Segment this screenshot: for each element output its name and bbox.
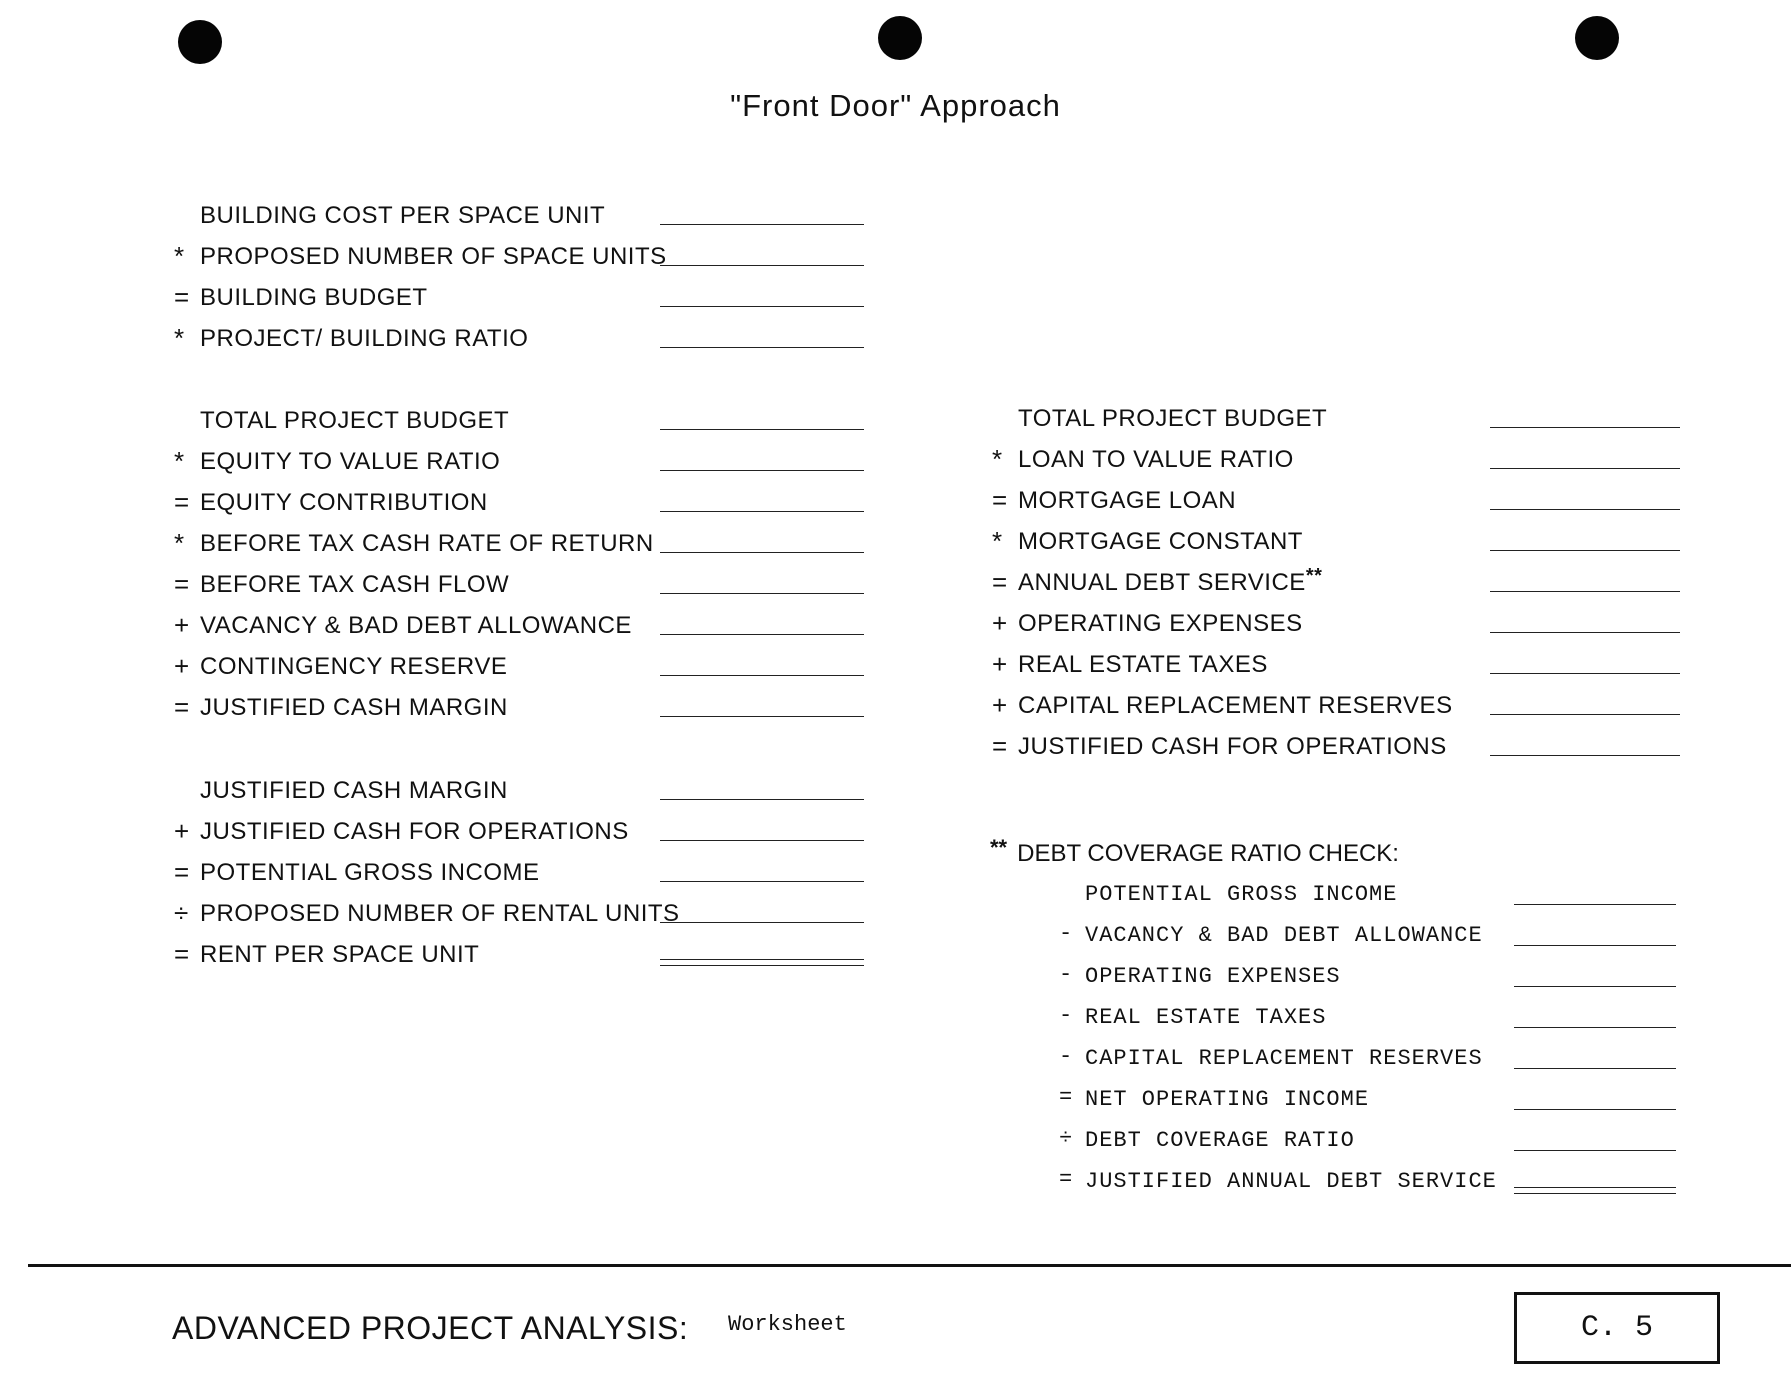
row-label-text: BEFORE TAX CASH FLOW: [200, 571, 510, 598]
operator-symbol: *: [174, 241, 185, 271]
fill-in-blank[interactable]: [660, 347, 864, 348]
row-label: [200, 859, 540, 887]
row-label-text: RENT PER SPACE UNIT: [200, 941, 480, 968]
operator-symbol: *: [174, 528, 185, 558]
fill-in-blank[interactable]: [1514, 1187, 1676, 1194]
row-label-text: CONTINGENCY RESERVE: [200, 653, 508, 680]
row-label-text: OPERATING EXPENSES: [1018, 610, 1303, 637]
fill-in-blank[interactable]: [660, 224, 864, 225]
row-label: [1085, 1087, 1369, 1112]
fill-in-blank[interactable]: [1490, 673, 1680, 674]
fill-in-blank[interactable]: [1514, 904, 1676, 905]
row-label-text: TOTAL PROJECT BUDGET: [200, 407, 510, 434]
binder-hole-left: [178, 20, 222, 64]
fill-in-blank[interactable]: [660, 716, 864, 717]
row-label-text: CAPITAL REPLACEMENT RESERVES: [1085, 1046, 1483, 1071]
row-label-text: ANNUAL DEBT SERVICE: [1018, 569, 1306, 596]
operator-symbol: =: [992, 731, 1008, 761]
row-label-text: PROJECT/ BUILDING RATIO: [200, 325, 529, 352]
page-code-box: C. 5: [1514, 1292, 1720, 1364]
fill-in-blank[interactable]: [660, 840, 864, 841]
row-label: [200, 653, 507, 681]
fill-in-blank[interactable]: [1514, 1068, 1676, 1069]
operator-symbol: =: [174, 939, 190, 969]
fill-in-blank[interactable]: [660, 552, 864, 553]
fill-in-blank[interactable]: [1514, 1109, 1676, 1110]
operator-symbol: +: [992, 608, 1008, 638]
row-label-text: VACANCY & BAD DEBT ALLOWANCE: [1085, 923, 1483, 948]
fill-in-blank[interactable]: [660, 922, 864, 923]
row-label: [200, 325, 528, 353]
fill-in-blank[interactable]: [660, 959, 864, 966]
fill-in-blank[interactable]: [1490, 591, 1680, 592]
row-label-text: BEFORE TAX CASH RATE OF RETURN: [200, 530, 654, 557]
row-label: [1018, 565, 1323, 597]
row-label-text: BUILDING BUDGET: [200, 284, 428, 311]
row-label: [200, 612, 632, 640]
row-label: [1085, 1005, 1326, 1030]
row-label-text: JUSTIFIED CASH FOR OPERATIONS: [200, 818, 629, 845]
fill-in-blank[interactable]: [1490, 468, 1680, 469]
operator-symbol: -: [1059, 921, 1073, 946]
row-label: [1085, 964, 1341, 989]
row-label-text: REAL ESTATE TAXES: [1085, 1005, 1327, 1030]
row-label: [200, 941, 479, 969]
row-label: [1018, 651, 1268, 679]
row-label: [200, 530, 654, 558]
row-label-text: DEBT COVERAGE RATIO: [1085, 1128, 1355, 1153]
fill-in-blank[interactable]: [1514, 1150, 1676, 1151]
fill-in-blank[interactable]: [1514, 1027, 1676, 1028]
fill-in-blank[interactable]: [1490, 755, 1680, 756]
operator-symbol: *: [992, 526, 1003, 556]
row-label-text: REAL ESTATE TAXES: [1018, 651, 1268, 678]
operator-symbol: *: [174, 446, 185, 476]
row-label: [200, 284, 428, 312]
fill-in-blank[interactable]: [660, 881, 864, 882]
row-label: [200, 407, 509, 435]
operator-symbol: =: [992, 485, 1008, 515]
row-label-text: EQUITY TO VALUE RATIO: [200, 448, 501, 475]
fill-in-blank[interactable]: [1490, 632, 1680, 633]
operator-symbol: =: [992, 567, 1008, 597]
row-label-text: TOTAL PROJECT BUDGET: [1018, 405, 1328, 432]
operator-symbol: +: [992, 690, 1008, 720]
row-label: [200, 202, 605, 230]
binder-hole-center: [878, 16, 922, 60]
operator-symbol: +: [992, 649, 1008, 679]
row-label: [200, 900, 680, 928]
operator-symbol: =: [174, 282, 190, 312]
footnote-stars: **: [1305, 565, 1323, 587]
operator-symbol: =: [174, 692, 190, 722]
operator-symbol: *: [992, 444, 1003, 474]
dcr-heading-text: DEBT COVERAGE RATIO CHECK:: [1017, 840, 1399, 867]
row-label: [1085, 1046, 1483, 1071]
row-label-text: JUSTIFIED CASH MARGIN: [200, 777, 508, 804]
fill-in-blank[interactable]: [660, 799, 864, 800]
row-label: [1018, 446, 1294, 474]
page-title: "Front Door" Approach: [730, 88, 1061, 123]
row-label-text: LOAN TO VALUE RATIO: [1018, 446, 1294, 473]
row-label-text: EQUITY CONTRIBUTION: [200, 489, 488, 516]
fill-in-blank[interactable]: [1490, 714, 1680, 715]
operator-symbol: ÷: [1059, 1126, 1073, 1151]
row-label: [200, 489, 488, 517]
fill-in-blank[interactable]: [1490, 509, 1680, 510]
fill-in-blank[interactable]: [660, 429, 864, 430]
operator-symbol: +: [174, 651, 190, 681]
fill-in-blank[interactable]: [660, 634, 864, 635]
operator-symbol: =: [174, 857, 190, 887]
fill-in-blank[interactable]: [1514, 945, 1676, 946]
row-label-text: BUILDING COST PER SPACE UNIT: [200, 202, 606, 229]
fill-in-blank[interactable]: [660, 306, 864, 307]
row-label: [1018, 487, 1236, 515]
fill-in-blank[interactable]: [660, 675, 864, 676]
row-label: [1018, 733, 1447, 761]
row-label: [1085, 1169, 1497, 1194]
operator-symbol: =: [174, 487, 190, 517]
footer-rule: [28, 1264, 1791, 1267]
row-label-text: VACANCY & BAD DEBT ALLOWANCE: [200, 612, 632, 639]
operator-symbol: *: [174, 323, 185, 353]
row-label: [200, 777, 508, 805]
row-label-text: MORTGAGE CONSTANT: [1018, 528, 1303, 555]
operator-symbol: +: [174, 610, 190, 640]
operator-symbol: =: [174, 569, 190, 599]
row-label-text: POTENTIAL GROSS INCOME: [1085, 882, 1398, 907]
fill-in-blank[interactable]: [1514, 986, 1676, 987]
fill-in-blank[interactable]: [1490, 427, 1680, 428]
fill-in-blank[interactable]: [660, 593, 864, 594]
footer-subtitle: Worksheet: [728, 1312, 847, 1337]
row-label: [1085, 882, 1397, 907]
row-label-text: PROPOSED NUMBER OF RENTAL UNITS: [200, 900, 680, 927]
row-label-text: JUSTIFIED CASH FOR OPERATIONS: [1018, 733, 1447, 760]
row-label: [1018, 692, 1453, 720]
row-label-text: MORTGAGE LOAN: [1018, 487, 1237, 514]
operator-symbol: =: [1059, 1085, 1073, 1110]
footer-title: ADVANCED PROJECT ANALYSIS:: [172, 1310, 689, 1346]
row-label-text: JUSTIFIED CASH MARGIN: [200, 694, 508, 721]
operator-symbol: -: [1059, 962, 1073, 987]
operator-symbol: ÷: [174, 898, 189, 928]
row-label: [1085, 923, 1483, 948]
row-label-text: NET OPERATING INCOME: [1085, 1087, 1370, 1112]
fill-in-blank[interactable]: [1490, 550, 1680, 551]
operator-symbol: =: [1059, 1167, 1073, 1192]
row-label: [200, 243, 667, 271]
row-label: [200, 571, 509, 599]
row-label: [200, 818, 629, 846]
binder-hole-right: [1575, 16, 1619, 60]
row-label: [1018, 610, 1303, 638]
row-label-text: OPERATING EXPENSES: [1085, 964, 1341, 989]
row-label: [200, 448, 500, 476]
operator-symbol: +: [174, 816, 190, 846]
fill-in-blank[interactable]: [660, 265, 864, 266]
row-label: [200, 694, 508, 722]
row-label-text: POTENTIAL GROSS INCOME: [200, 859, 540, 886]
dcr-heading: [990, 835, 1399, 868]
row-label: [1018, 405, 1327, 433]
operator-symbol: -: [1059, 1044, 1073, 1069]
row-label-text: CAPITAL REPLACEMENT RESERVES: [1018, 692, 1453, 719]
row-label-text: PROPOSED NUMBER OF SPACE UNITS: [200, 243, 667, 270]
fill-in-blank[interactable]: [660, 511, 864, 512]
row-label: [1018, 528, 1303, 556]
dcr-stars: **: [990, 835, 1008, 860]
operator-symbol: -: [1059, 1003, 1073, 1028]
fill-in-blank[interactable]: [660, 470, 864, 471]
row-label-text: JUSTIFIED ANNUAL DEBT SERVICE: [1085, 1169, 1497, 1194]
row-label: [1085, 1128, 1355, 1153]
